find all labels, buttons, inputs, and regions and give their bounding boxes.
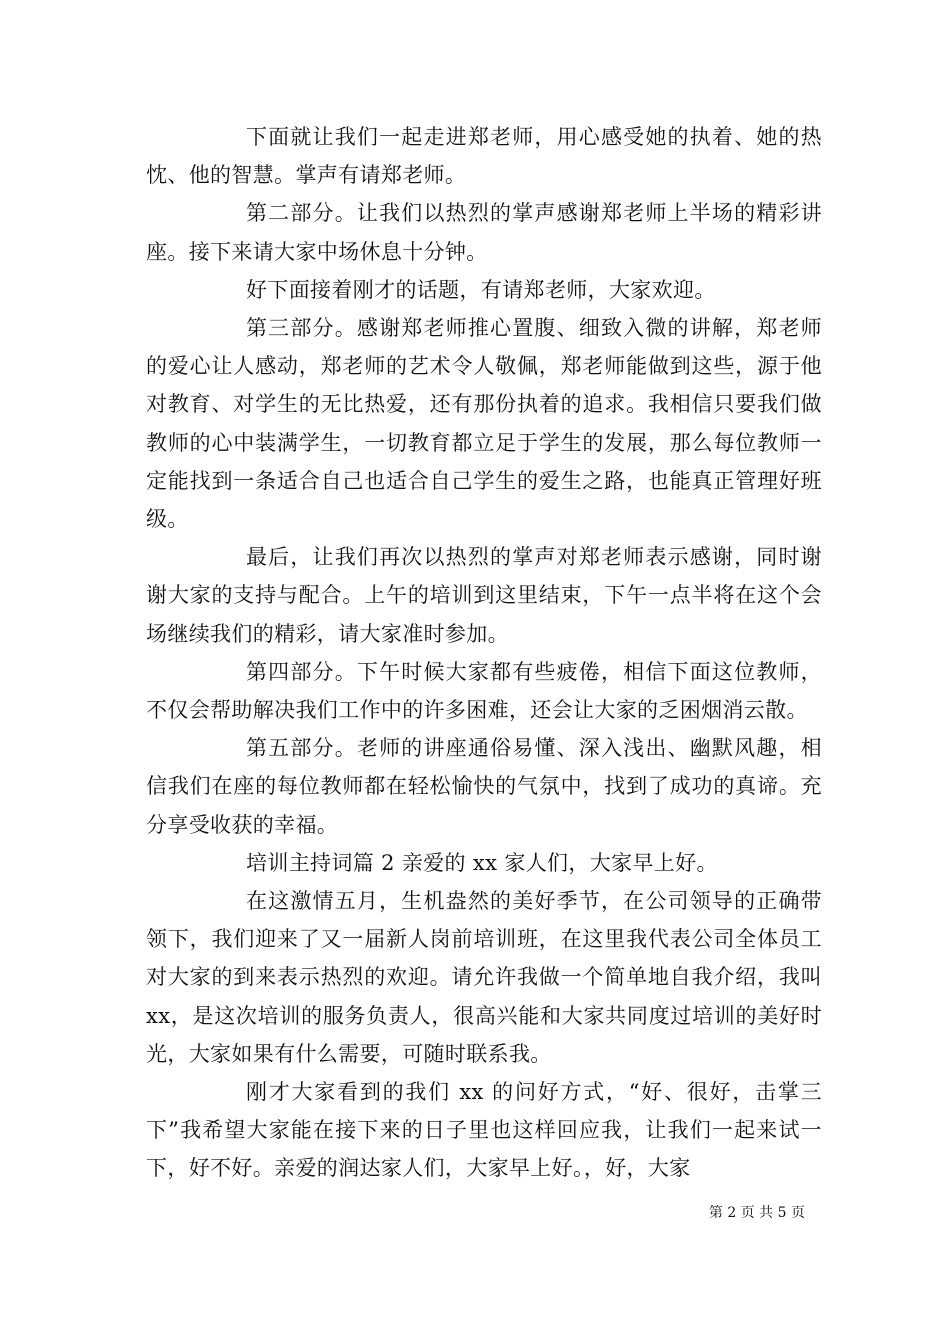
paragraph-10: 刚才大家看到的我们 xx 的问好方式，“好、很好，击掌三下”我希望大家能在接下来的日子里也这样回应我，让我们一起来试一下，好不好。亲爱的润达家人们，大家早上好。，好，大家 [146,1080,822,1181]
document-body [146,118,822,1188]
paragraph-4: 第三部分。感谢郑老师推心置腹、细致入微的讲解，郑老师的爱心让人感动，郑老师的艺术令人敬佩，郑老师能做到这些，源于他对教育、对学生的无比热爱，还有那份执着的追求。我相信只要我们做教师的心中装满学生，一切教育都立足于学生的发展，那么每位教师一定能找到一条适合自己也适合自己学生的爱生之路，也能真正管理好班级。 [146,316,822,532]
paragraph-7: 第五部分。老师的讲座通俗易懂、深入浅出、幽默风趣，相信我们在座的每位教师都在轻松愉快的气氛中，找到了成功的真谛。充分享受收获的幸福。 [146,736,822,837]
paragraph-2: 第二部分。让我们以热烈的掌声感谢郑老师上半场的精彩讲座。接下来请大家中场休息十分钟。 [146,201,822,264]
page-number-footer: 第 2 页 共 5 页 [708,1205,805,1221]
paragraph-3: 好下面接着刚才的话题，有请郑老师，大家欢迎。 [246,277,716,302]
paragraph-9: 在这激情五月，生机盎然的美好季节，在公司领导的正确带领下，我们迎来了又一届新人岗前培训班，在这里我代表公司全体员工对大家的到来表示热烈的欢迎。请允许我做一个简单地自我介绍，我叫 xx，是这次培训的服务负责人，很高兴能和大家共同度过培训的美好时光，大家如果有什么需要，可随时联系我。 [146,889,822,1066]
paragraph-5: 最后，让我们再次以热烈的掌声对郑老师表示感谢，同时谢谢大家的支持与配合。上午的培训到这里结束，下午一点半将在这个会场继续我们的精彩，请大家准时参加。 [146,545,822,646]
paragraph-8: 培训主持词篇 2 亲爱的 xx 家人们，大家早上好。 [246,850,718,875]
paragraph-1: 下面就让我们一起走进郑老师，用心感受她的执着、她的热忱、他的智慧。掌声有请郑老师。 [146,125,822,188]
paragraph-6: 第四部分。下午时候大家都有些疲倦，相信下面这位教师，不仅会帮助解决我们工作中的许多困难，还会让大家的乏困烟消云散。 [146,659,822,723]
